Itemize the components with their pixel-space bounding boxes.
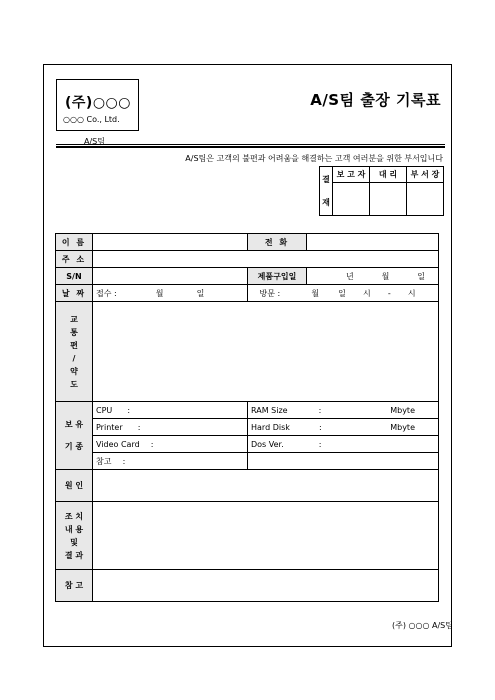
- cpu-field[interactable]: CPU :: [93, 402, 248, 419]
- purchase-day-unit: 일: [417, 271, 425, 281]
- cause-field[interactable]: [93, 470, 439, 502]
- receipt-date-field[interactable]: [93, 285, 248, 302]
- transport-label: 교 통 편 / 약 도: [56, 302, 93, 402]
- transport-field[interactable]: [93, 302, 439, 402]
- visit-hour-end-unit: 시: [407, 288, 416, 298]
- receipt-day-unit: 일: [196, 288, 205, 298]
- visit-day-unit: 일: [338, 288, 346, 298]
- approval-label-top: 결: [322, 175, 330, 184]
- ram-field[interactable]: RAM Size : Mbyte: [248, 402, 439, 419]
- name-label: 이 름: [56, 234, 93, 251]
- hdd-field[interactable]: Hard Disk : Mbyte: [248, 419, 439, 436]
- video-card-field[interactable]: Video Card :: [93, 436, 248, 453]
- team-description: A/S팀은 고객의 불편과 어려움을 해결하는 고객 여러분을 위한 부서입니다: [185, 154, 443, 163]
- phone-label: 전 화: [248, 234, 307, 251]
- document-title: A/S팀 출장 기록표: [310, 91, 441, 109]
- visit-date-field[interactable]: [248, 285, 439, 302]
- remarks-field[interactable]: [93, 570, 439, 602]
- address-field[interactable]: [93, 251, 439, 268]
- approval-sign-manager[interactable]: [370, 183, 407, 216]
- printer-label: Printer: [96, 422, 123, 432]
- form-page: [43, 64, 452, 647]
- company-name-en: ○○○ Co., Ltd.: [63, 115, 120, 124]
- approval-label-bottom: 재: [322, 198, 330, 207]
- header-rule-thin: [56, 144, 445, 145]
- team-label: A/S팀: [84, 137, 105, 146]
- approval-sign-reporter[interactable]: [333, 183, 370, 216]
- purchase-label: 제품구입일: [248, 268, 307, 285]
- purchase-date-field[interactable]: [307, 268, 439, 285]
- action-label: 조 치 내 용 및 결 과: [56, 502, 93, 570]
- approval-col-manager: 대 리: [370, 167, 407, 183]
- header-rule-thick: [56, 146, 445, 148]
- approval-label-cell: [320, 167, 333, 216]
- model-note-label: 참고: [96, 456, 112, 466]
- action-field[interactable]: [93, 502, 439, 570]
- receipt-month-unit: 월: [155, 288, 164, 298]
- ram-label: RAM Size: [251, 405, 288, 415]
- hdd-unit: Mbyte: [390, 422, 415, 432]
- cpu-label: CPU: [96, 405, 113, 415]
- cause-label: 원 인: [56, 470, 93, 502]
- address-label: 주 소: [56, 251, 93, 268]
- approval-table: [319, 166, 444, 216]
- ram-unit: Mbyte: [390, 405, 415, 415]
- dos-version-label: Dos Ver.: [251, 439, 284, 449]
- approval-sign-head[interactable]: [407, 183, 444, 216]
- model-note-extra-field[interactable]: [248, 453, 439, 470]
- visit-month-unit: 월: [311, 288, 320, 298]
- model-note-field[interactable]: 참고 :: [93, 453, 248, 470]
- receipt-label: 접수 :: [96, 288, 117, 298]
- company-name: (주)○○○: [65, 95, 131, 111]
- owned-model-label: 보 유 기 종: [56, 402, 93, 470]
- sn-label: S/N: [56, 268, 93, 285]
- visit-label: 방문 :: [259, 288, 281, 298]
- video-card-label: Video Card: [96, 439, 140, 449]
- printer-field[interactable]: Printer :: [93, 419, 248, 436]
- approval-col-head: 부 서 장: [407, 167, 444, 183]
- purchase-year-unit: 년: [346, 271, 354, 281]
- name-field[interactable]: [93, 234, 248, 251]
- visit-hour-start-unit: 시: [363, 288, 371, 298]
- sn-field[interactable]: [93, 268, 248, 285]
- record-table: [55, 233, 439, 602]
- footer-company-team: (주) ○○○ A/S팀: [392, 621, 453, 630]
- hdd-label: Hard Disk: [251, 422, 290, 432]
- approval-col-reporter: 보 고 자: [333, 167, 370, 183]
- purchase-month-unit: 월: [381, 271, 390, 281]
- date-label: 날 짜: [56, 285, 93, 302]
- visit-dash: -: [387, 288, 391, 298]
- phone-field[interactable]: [307, 234, 439, 251]
- dos-version-field[interactable]: Dos Ver. :: [248, 436, 439, 453]
- remarks-label: 참 고: [56, 570, 93, 602]
- company-logo-box: [56, 79, 139, 131]
